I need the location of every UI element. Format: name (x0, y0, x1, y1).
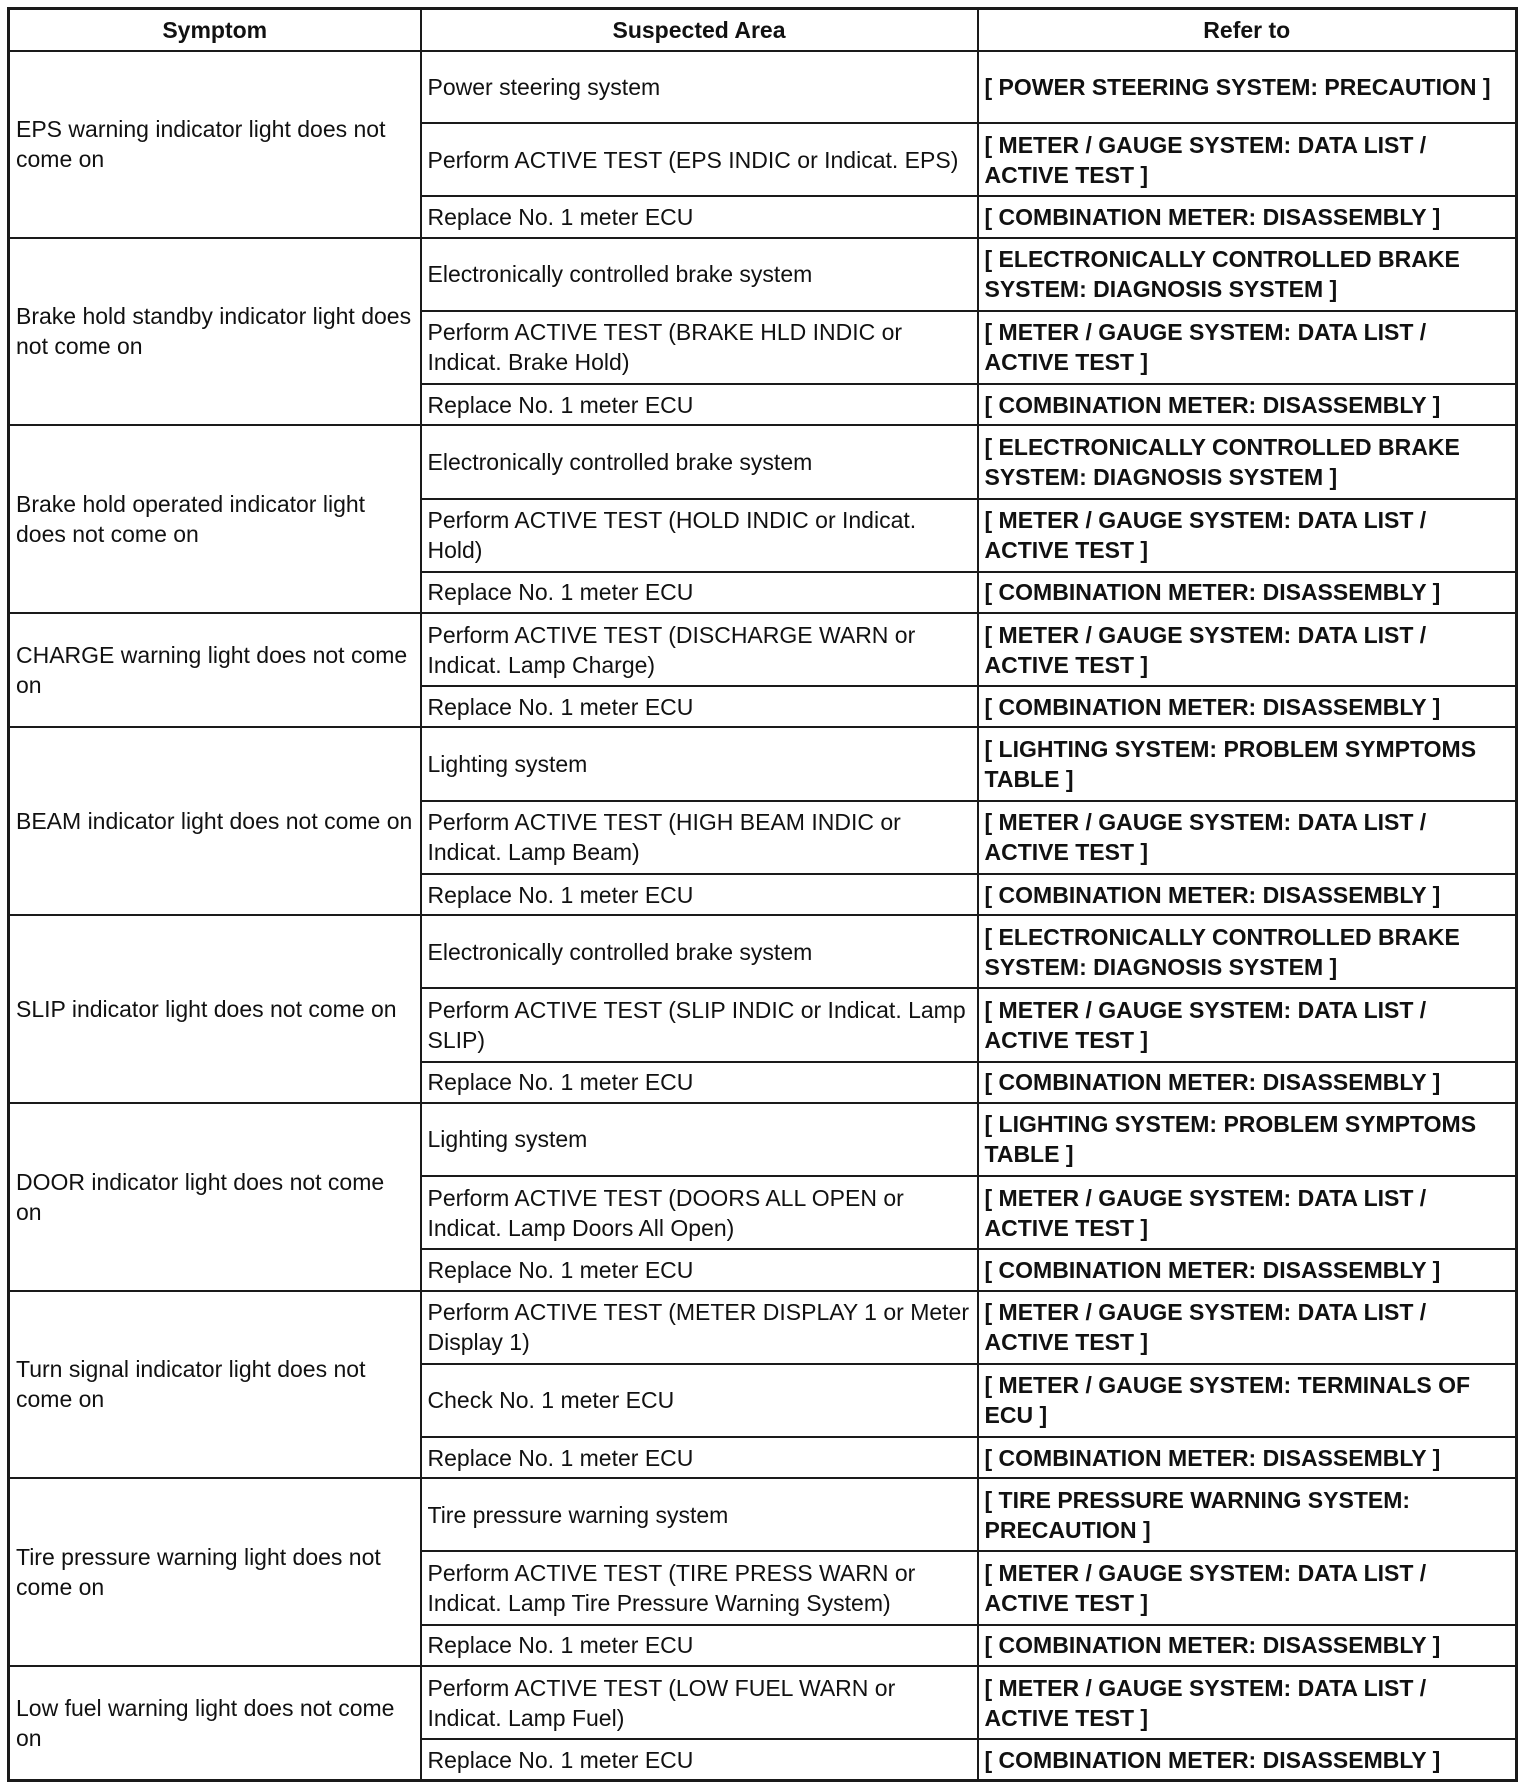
table-row (9, 238, 1517, 311)
suspected-area-cell: Replace No. 1 meter ECU (421, 384, 978, 425)
suspected-area-cell: Perform ACTIVE TEST (LOW FUEL WARN or Indicat. Lamp Fuel) (421, 1666, 978, 1739)
suspected-area-cell: Perform ACTIVE TEST (BRAKE HLD INDIC or Indicat. Brake Hold) (421, 311, 978, 384)
table-row (9, 727, 1517, 800)
table-row (9, 51, 1517, 123)
suspected-area-cell: Replace No. 1 meter ECU (421, 196, 978, 237)
suspected-area-cell: Perform ACTIVE TEST (TIRE PRESS WARN or Indicat. Lamp Tire Pressure Warning System) (421, 1551, 978, 1624)
suspected-area-cell: Replace No. 1 meter ECU (421, 1739, 978, 1780)
refer-to-cell: [ COMBINATION METER: DISASSEMBLY ] (978, 1625, 1517, 1666)
refer-to-cell: [ TIRE PRESSURE WARNING SYSTEM: PRECAUTION ] (978, 1478, 1517, 1551)
refer-to-cell: [ COMBINATION METER: DISASSEMBLY ] (978, 1249, 1517, 1290)
symptom-cell: BEAM indicator light does not come on (9, 727, 421, 915)
symptom-cell: Low fuel warning light does not come on (9, 1666, 421, 1781)
suspected-area-cell: Replace No. 1 meter ECU (421, 686, 978, 727)
suspected-area-cell: Electronically controlled brake system (421, 425, 978, 498)
symptom-cell: EPS warning indicator light does not come on (9, 51, 421, 238)
refer-to-cell: [ METER / GAUGE SYSTEM: DATA LIST / ACTIVE TEST ] (978, 499, 1517, 572)
suspected-area-cell: Replace No. 1 meter ECU (421, 572, 978, 613)
refer-to-cell: [ METER / GAUGE SYSTEM: DATA LIST / ACTIVE TEST ] (978, 1176, 1517, 1249)
refer-to-cell: [ COMBINATION METER: DISASSEMBLY ] (978, 1437, 1517, 1478)
suspected-area-cell: Lighting system (421, 727, 978, 800)
refer-to-cell: [ METER / GAUGE SYSTEM: DATA LIST / ACTIVE TEST ] (978, 801, 1517, 874)
table-row (9, 915, 1517, 988)
refer-to-cell: [ METER / GAUGE SYSTEM: DATA LIST / ACTIVE TEST ] (978, 613, 1517, 686)
suspected-area-cell: Replace No. 1 meter ECU (421, 1249, 978, 1290)
refer-to-cell: [ POWER STEERING SYSTEM: PRECAUTION ] (978, 51, 1517, 123)
refer-to-cell: [ METER / GAUGE SYSTEM: DATA LIST / ACTIVE TEST ] (978, 1551, 1517, 1624)
suspected-area-cell: Replace No. 1 meter ECU (421, 874, 978, 915)
suspected-area-cell: Check No. 1 meter ECU (421, 1364, 978, 1437)
symptom-table (7, 7, 1518, 1782)
suspected-area-cell: Tire pressure warning system (421, 1478, 978, 1551)
symptom-cell: Turn signal indicator light does not come on (9, 1291, 421, 1479)
suspected-area-cell: Lighting system (421, 1103, 978, 1176)
refer-to-cell: [ COMBINATION METER: DISASSEMBLY ] (978, 384, 1517, 425)
refer-to-cell: [ ELECTRONICALLY CONTROLLED BRAKE SYSTEM: DIAGNOSIS SYSTEM ] (978, 238, 1517, 311)
table-row (9, 1291, 1517, 1364)
suspected-area-cell: Power steering system (421, 51, 978, 123)
refer-to-cell: [ ELECTRONICALLY CONTROLLED BRAKE SYSTEM: DIAGNOSIS SYSTEM ] (978, 915, 1517, 988)
header-suspected-area: Suspected Area (421, 9, 978, 52)
symptom-cell: DOOR indicator light does not come on (9, 1103, 421, 1291)
symptom-cell: SLIP indicator light does not come on (9, 915, 421, 1103)
suspected-area-cell: Perform ACTIVE TEST (HIGH BEAM INDIC or Indicat. Lamp Beam) (421, 801, 978, 874)
refer-to-cell: [ LIGHTING SYSTEM: PROBLEM SYMPTOMS TABLE ] (978, 1103, 1517, 1176)
suspected-area-cell: Replace No. 1 meter ECU (421, 1437, 978, 1478)
header-refer-to: Refer to (978, 9, 1517, 52)
refer-to-cell: [ METER / GAUGE SYSTEM: DATA LIST / ACTIVE TEST ] (978, 1291, 1517, 1364)
refer-to-cell: [ COMBINATION METER: DISASSEMBLY ] (978, 1739, 1517, 1780)
refer-to-cell: [ LIGHTING SYSTEM: PROBLEM SYMPTOMS TABLE ] (978, 727, 1517, 800)
refer-to-cell: [ METER / GAUGE SYSTEM: TERMINALS OF ECU ] (978, 1364, 1517, 1437)
suspected-area-cell: Perform ACTIVE TEST (DOORS ALL OPEN or Indicat. Lamp Doors All Open) (421, 1176, 978, 1249)
suspected-area-cell: Perform ACTIVE TEST (METER DISPLAY 1 or Meter Display 1) (421, 1291, 978, 1364)
symptom-cell: Brake hold standby indicator light does not come on (9, 238, 421, 426)
table-row (9, 1666, 1517, 1739)
header-symptom: Symptom (9, 9, 421, 52)
suspected-area-cell: Perform ACTIVE TEST (HOLD INDIC or Indicat. Hold) (421, 499, 978, 572)
suspected-area-cell: Perform ACTIVE TEST (SLIP INDIC or Indicat. Lamp SLIP) (421, 988, 978, 1061)
suspected-area-cell: Perform ACTIVE TEST (EPS INDIC or Indicat. EPS) (421, 123, 978, 196)
refer-to-cell: [ ELECTRONICALLY CONTROLLED BRAKE SYSTEM: DIAGNOSIS SYSTEM ] (978, 425, 1517, 498)
refer-to-cell: [ COMBINATION METER: DISASSEMBLY ] (978, 196, 1517, 237)
symptom-cell: Tire pressure warning light does not come on (9, 1478, 421, 1666)
suspected-area-cell: Electronically controlled brake system (421, 238, 978, 311)
refer-to-cell: [ COMBINATION METER: DISASSEMBLY ] (978, 1062, 1517, 1103)
suspected-area-cell: Electronically controlled brake system (421, 915, 978, 988)
refer-to-cell: [ COMBINATION METER: DISASSEMBLY ] (978, 874, 1517, 915)
symptom-cell: Brake hold operated indicator light does not come on (9, 425, 421, 613)
refer-to-cell: [ METER / GAUGE SYSTEM: DATA LIST / ACTIVE TEST ] (978, 1666, 1517, 1739)
suspected-area-cell: Replace No. 1 meter ECU (421, 1062, 978, 1103)
refer-to-cell: [ COMBINATION METER: DISASSEMBLY ] (978, 572, 1517, 613)
table-row (9, 1478, 1517, 1551)
suspected-area-cell: Replace No. 1 meter ECU (421, 1625, 978, 1666)
table-row (9, 425, 1517, 498)
symptom-cell: CHARGE warning light does not come on (9, 613, 421, 727)
refer-to-cell: [ COMBINATION METER: DISASSEMBLY ] (978, 686, 1517, 727)
refer-to-cell: [ METER / GAUGE SYSTEM: DATA LIST / ACTIVE TEST ] (978, 311, 1517, 384)
table-header-row (9, 9, 1517, 52)
refer-to-cell: [ METER / GAUGE SYSTEM: DATA LIST / ACTIVE TEST ] (978, 988, 1517, 1061)
refer-to-cell: [ METER / GAUGE SYSTEM: DATA LIST / ACTIVE TEST ] (978, 123, 1517, 196)
suspected-area-cell: Perform ACTIVE TEST (DISCHARGE WARN or Indicat. Lamp Charge) (421, 613, 978, 686)
table-row (9, 613, 1517, 686)
table-row (9, 1103, 1517, 1176)
table-body (9, 51, 1517, 1781)
